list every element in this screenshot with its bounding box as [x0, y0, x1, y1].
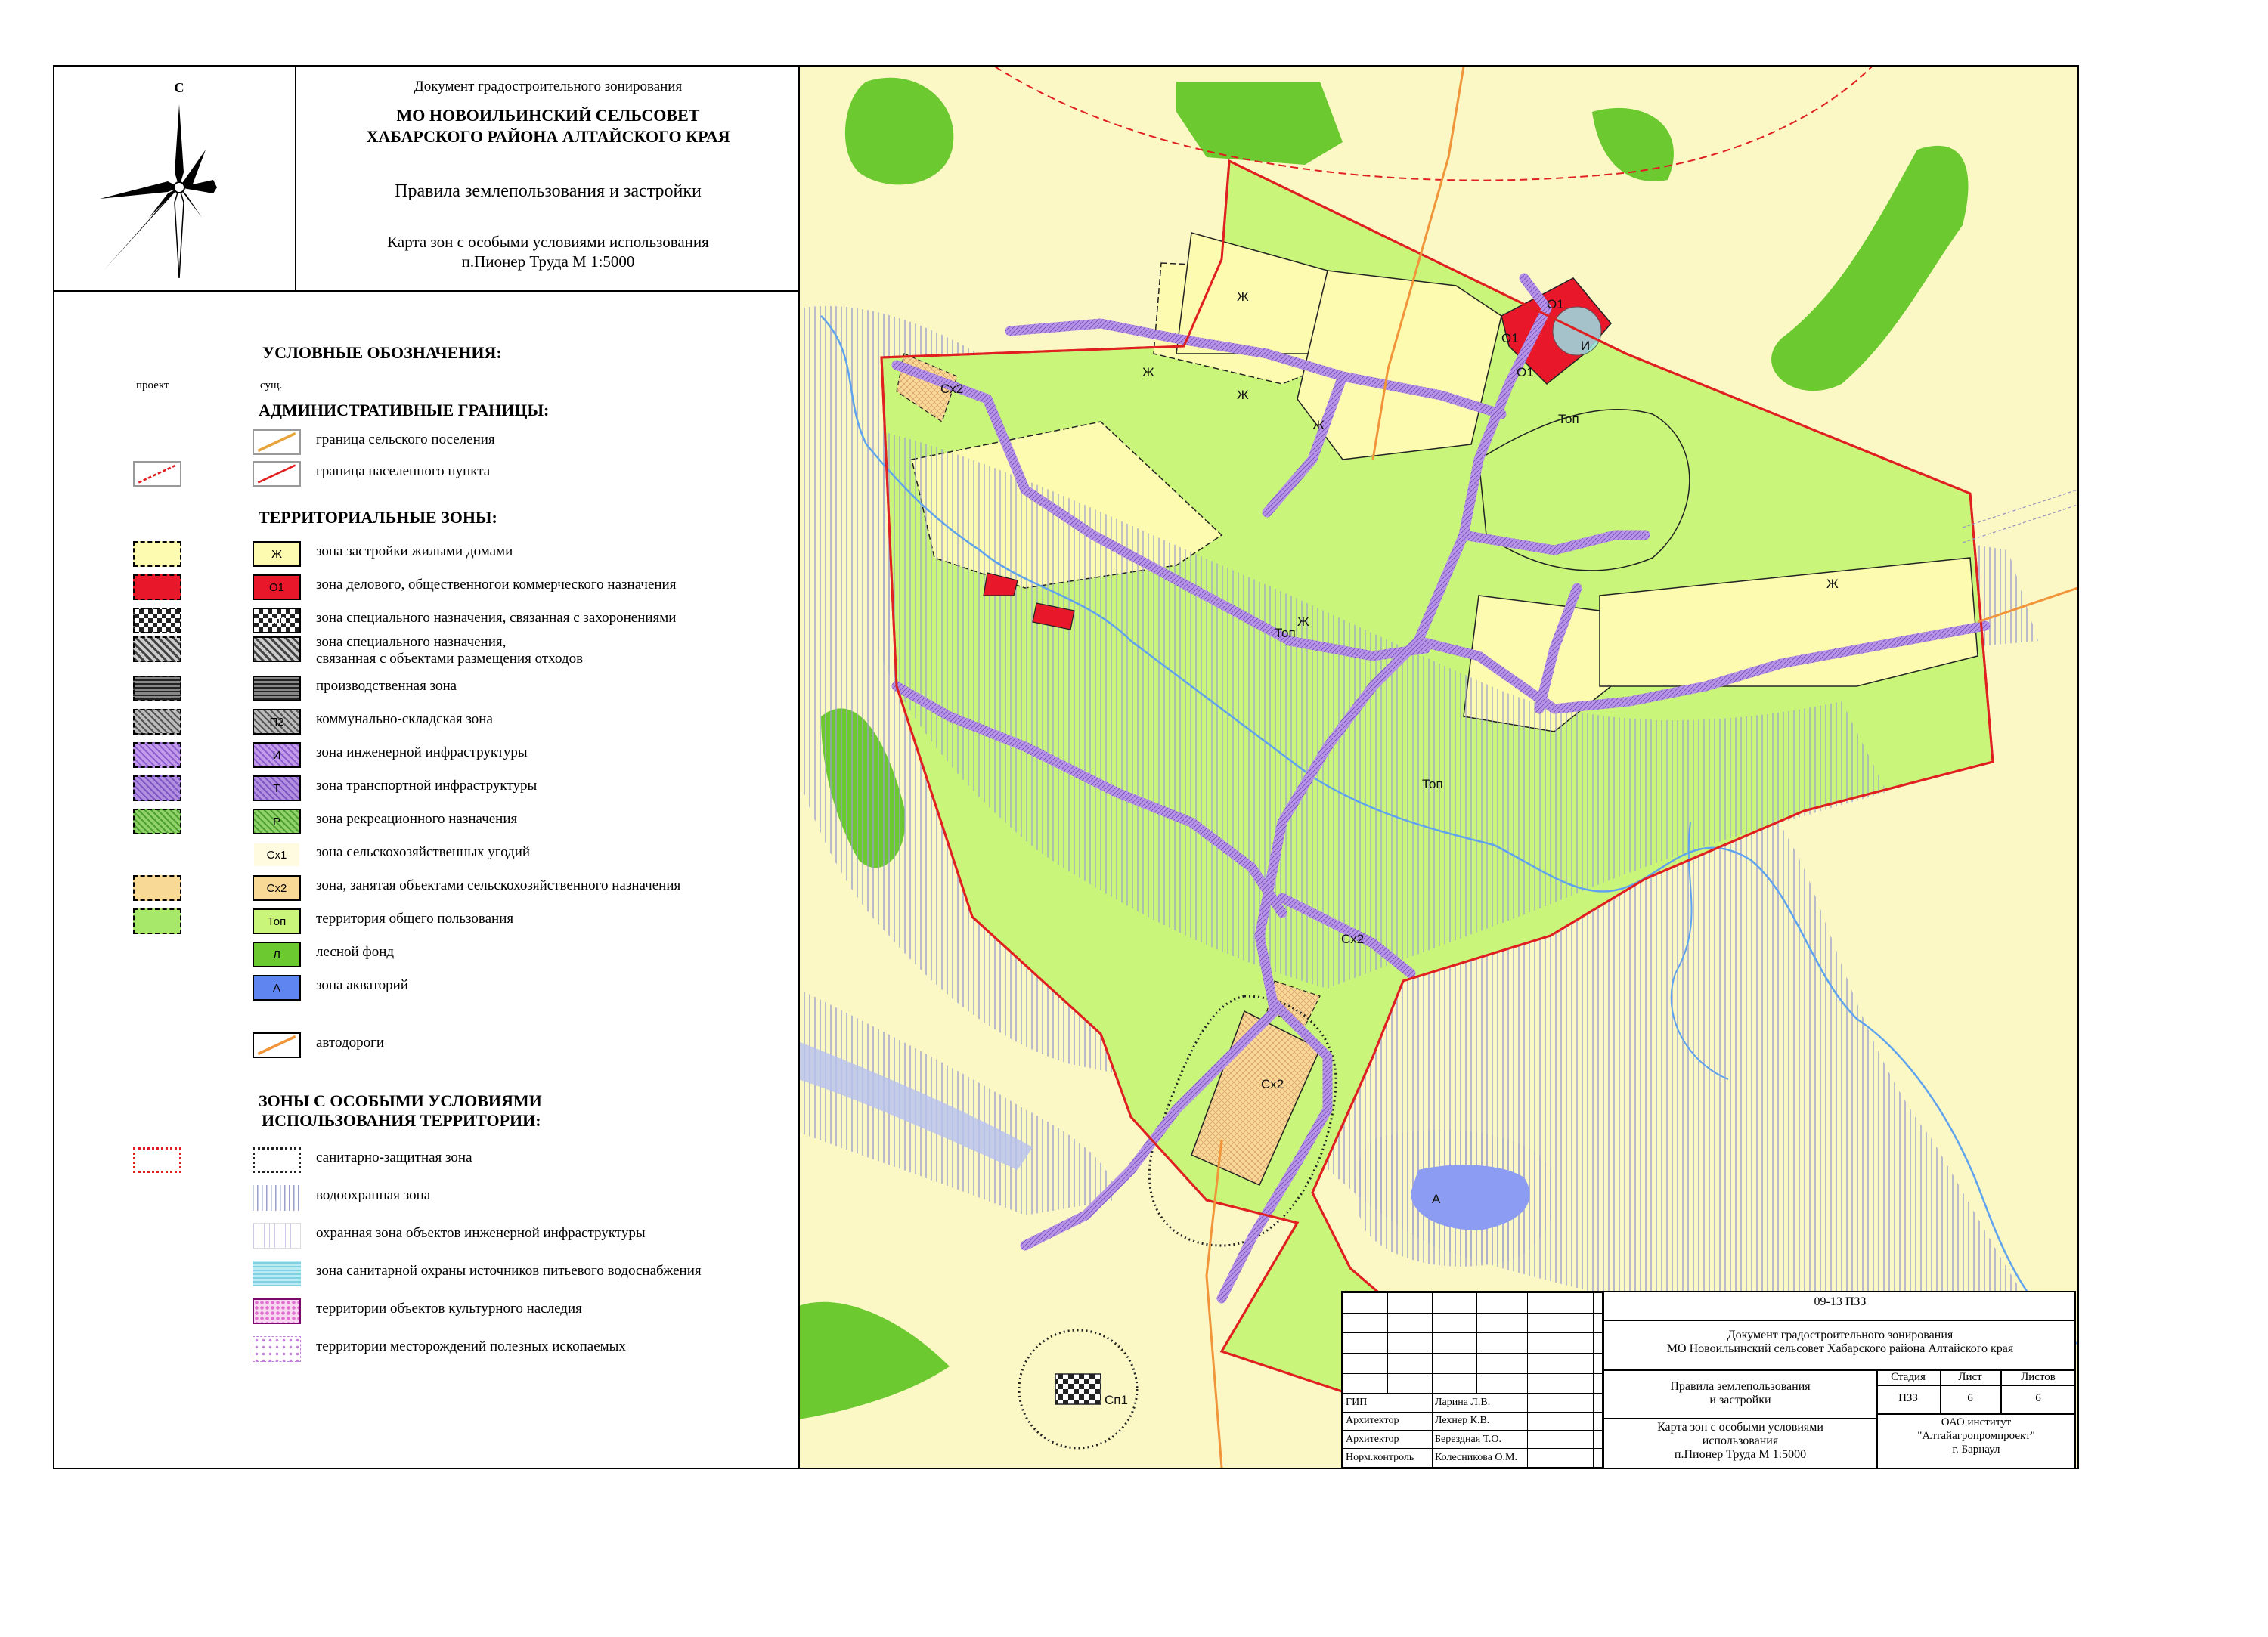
heritage-swatch [253, 1298, 301, 1324]
rules-title: Правила землепользования и застройки [395, 181, 702, 201]
legend-special-drinking-water: зона санитарной охраны источников питьевого водоснабжения [54, 1261, 795, 1291]
title-block [53, 65, 800, 292]
stamp-rules-line1: Правила землепользования [1670, 1380, 1811, 1393]
stamp-code: 09-13 ПЗЗ [1814, 1295, 1867, 1308]
t-swatch: Т [253, 775, 301, 801]
minerals-swatch [253, 1336, 301, 1362]
stamp-role-3: Архитектор [1343, 1431, 1433, 1449]
label-sp1: Сп1 [1105, 1393, 1128, 1407]
i-swatch: И [253, 742, 301, 768]
stamp-sheets: 6 [2035, 1392, 2041, 1404]
stamp-sheet-header: Лист [1958, 1371, 1982, 1383]
stamp-rules-line2: и застройки [1709, 1394, 1771, 1406]
legend-zone-sx2: Сх2 зона, занятая объектами сельскохозяйственного назначения [54, 875, 795, 905]
legend-zone-i: И зона инженерной инфраструктуры [54, 742, 795, 772]
legend-special-minerals: территории месторождений полезных ископаемых [54, 1336, 795, 1366]
sp1-swatch: Сп1 [253, 608, 301, 633]
sx2-swatch: Сх2 [253, 875, 301, 901]
label-top: Топ [1275, 626, 1296, 640]
a-swatch: А [253, 975, 301, 1001]
legend-zone-r: Р зона рекреационного назначения [54, 809, 795, 839]
compass-box [54, 67, 296, 290]
o1-project-swatch [133, 574, 181, 600]
legend-special-water-protection: водоохранная зона [54, 1185, 795, 1215]
label-zh: Ж [1297, 614, 1309, 629]
legend-zone-zh: Ж зона застройки жилыми домами [54, 541, 795, 571]
sx1-swatch: Сх1 [253, 842, 301, 868]
stamp-role-1: ГИП [1343, 1394, 1433, 1412]
water-protection-swatch [253, 1185, 301, 1211]
legend-zone-t: Т зона транспортной инфраструктуры [54, 775, 795, 806]
legend-zone-l: Л лесной фонд [54, 942, 795, 972]
rural-boundary-swatch-icon [253, 429, 301, 455]
zh-project-swatch [133, 541, 181, 567]
p2-swatch: П2 [253, 709, 301, 735]
stamp-org-line1: ОАО институт [1941, 1416, 2012, 1428]
stamp-grid [1343, 1292, 1603, 1468]
legend-zone-p2: П2 коммунально-складская зона [54, 709, 795, 739]
legend-zone-sp2: зона специального назначения, связанная с объектами размещения отходов [54, 636, 795, 673]
zh-swatch: Ж [253, 541, 301, 567]
legend-zone-sp1: Сп1 зона специального назначения, связанная с захоронениями [54, 608, 795, 638]
label-sx2: Сх2 [1341, 932, 1365, 946]
settlement-boundary-swatch-icon [253, 461, 301, 487]
label-o1: О1 [1547, 297, 1564, 311]
legend-special-sanitary: санитарно-защитная зона [54, 1147, 795, 1177]
legend-zones-heading: ТЕРРИТОРИАЛЬНЫЕ ЗОНЫ: [259, 508, 497, 527]
label-top: Топ [1422, 777, 1443, 791]
label-a: А [1432, 1192, 1441, 1206]
legend-zone-sx1: Сх1 зона сельскохозяйственных угодий [54, 842, 795, 872]
sp1-project-swatch [133, 608, 181, 633]
label-zh: Ж [1826, 577, 1839, 591]
stamp-name-2: Лехнер К.В. [1433, 1412, 1528, 1430]
label-zh: Ж [1312, 418, 1325, 432]
doc-type: Документ градостроительного зонирования [414, 79, 683, 94]
o1-swatch: О1 [253, 574, 301, 600]
label-top: Топ [1558, 412, 1579, 426]
settlement-boundary-project-swatch-icon [133, 461, 181, 487]
legend-roads: автодороги [54, 1032, 795, 1063]
map-subtitle: п.Пионер Труда М 1:5000 [461, 252, 635, 271]
stamp-doc-line1: Документ градостроительного зонирования [1727, 1329, 1954, 1341]
legend-zone-top: Топ территория общего пользования [54, 908, 795, 939]
stamp-role-4: Норм.контроль [1343, 1449, 1433, 1468]
label-sx2: Сх2 [1261, 1077, 1284, 1091]
stamp-role-2: Архитектор [1343, 1412, 1433, 1430]
legend-col-existing: сущ. [260, 379, 283, 391]
municipality-line1: МО НОВОИЛЬИНСКИЙ СЕЛЬСОВЕТ [396, 106, 700, 125]
production-project-swatch [133, 676, 181, 701]
road-swatch-icon [253, 1032, 301, 1058]
stamp-sheet: 6 [1967, 1392, 1973, 1404]
p2-project-swatch [133, 709, 181, 735]
compass-rose-icon [85, 97, 266, 286]
stamp-map-line1: Карта зон с особыми условиями [1657, 1421, 1823, 1434]
map-title: Карта зон с особыми условиями использования [387, 233, 709, 251]
label-zh: Ж [1237, 388, 1249, 402]
stamp-org-line2: "Алтайагропромпроект" [1917, 1430, 2035, 1442]
engineering-protection-swatch [253, 1223, 301, 1249]
top-project-swatch [133, 908, 181, 934]
legend-zone-a: А зона акваторий [54, 975, 795, 1005]
stamp-right [1603, 1292, 2076, 1468]
stamp-stage-header: Стадия [1891, 1371, 1926, 1383]
sp2-project-swatch [133, 636, 181, 662]
legend-zone-o1: О1 зона делового, общественногои коммерческого назначения [54, 574, 795, 605]
i-project-swatch [133, 742, 181, 768]
legend-special-heading-2: ИСПОЛЬЗОВАНИЯ ТЕРРИТОРИИ: [262, 1111, 541, 1130]
legend-special-heritage: территории объектов культурного наследия [54, 1298, 795, 1329]
label-sx2: Сх2 [940, 382, 964, 396]
compass-north-letter: С [174, 80, 184, 95]
municipality-line2: ХАБАРСКОГО РАЙОНА АЛТАЙСКОГО КРАЯ [366, 127, 730, 146]
stamp-sheets-header: Листов [2021, 1371, 2056, 1383]
sx2-project-swatch [133, 875, 181, 901]
drinking-water-swatch [253, 1261, 301, 1286]
sanitary-project-swatch [133, 1147, 181, 1173]
l-swatch: Л [253, 942, 301, 967]
legend-item-rural-boundary: граница сельского поселения [54, 429, 795, 460]
stamp-name-4: Колесникова О.М. [1433, 1449, 1528, 1468]
sp2-swatch [253, 636, 301, 662]
stamp-block [1341, 1291, 2076, 1469]
legend-title: УСЛОВНЫЕ ОБОЗНАЧЕНИЯ: [262, 343, 502, 362]
label-zh: Ж [1237, 289, 1249, 304]
stamp-doc-line2: МО Новоильинский сельсовет Хабарского района Алтайского края [1666, 1342, 2014, 1355]
legend-special-engineering: охранная зона объектов инженерной инфраструктуры [54, 1223, 795, 1253]
stamp-stage: ПЗЗ [1898, 1392, 1918, 1404]
stamp-map-line3: п.Пионер Труда М 1:5000 [1674, 1448, 1807, 1461]
stamp-map-line2: использования [1702, 1434, 1779, 1447]
stamp-name-1: Ларина Л.В. [1433, 1394, 1528, 1412]
t-project-swatch [133, 775, 181, 801]
label-o1: О1 [1517, 365, 1534, 379]
legend [54, 295, 795, 1466]
sanitary-swatch [253, 1147, 301, 1173]
stamp-name-3: Берездная Т.О. [1433, 1431, 1528, 1449]
top-swatch: Топ [253, 908, 301, 934]
label-i: И [1581, 339, 1591, 353]
legend-special-heading-1: ЗОНЫ С ОСОБЫМИ УСЛОВИЯМИ [259, 1091, 542, 1110]
legend-col-project: проект [136, 379, 169, 391]
legend-zone-production: производственная зона [54, 676, 795, 706]
label-o1: О1 [1501, 331, 1519, 345]
production-swatch [253, 676, 301, 701]
r-project-swatch [133, 809, 181, 834]
legend-admin-heading: АДМИНИСТРАТИВНЫЕ ГРАНИЦЫ: [259, 401, 550, 419]
r-swatch: Р [253, 809, 301, 834]
stamp-org-line3: г. Барнаул [1952, 1444, 2000, 1456]
legend-item-settlement-boundary: граница населенного пункта [54, 461, 795, 491]
label-zh: Ж [1142, 365, 1154, 379]
